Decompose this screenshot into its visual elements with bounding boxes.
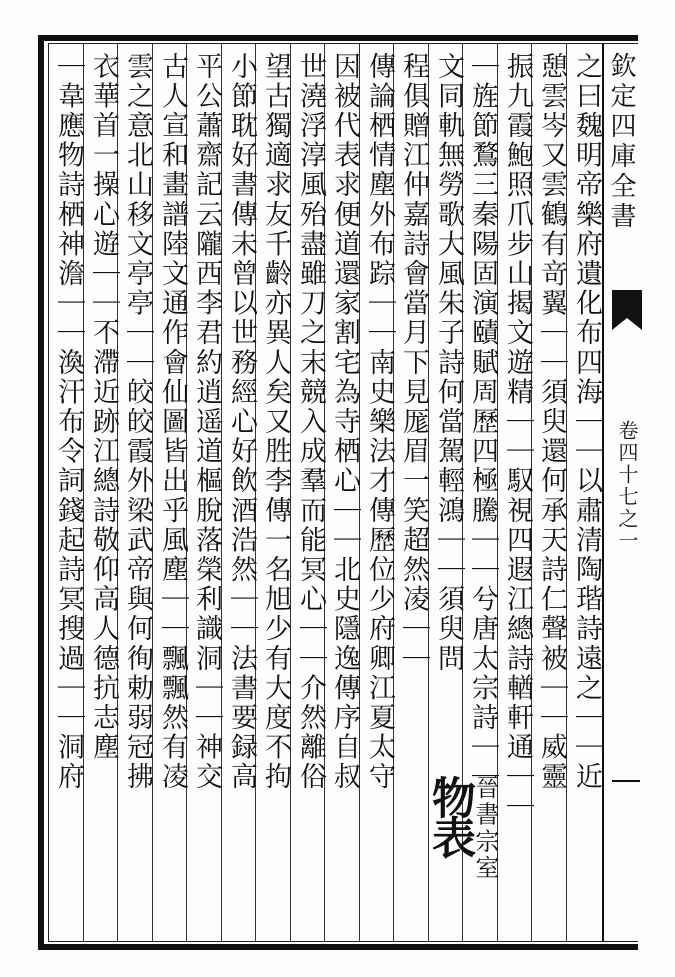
volume-label: 卷四十七之一 — [615, 420, 639, 552]
text-column-4: ｜旌節鶩三秦陽固演賾賦周歷四極騰｜｜兮唐太宗詩｜｜ — [467, 52, 498, 792]
text-column-1: 之曰魏明帝樂府遺化布四海｜｜以肅清陶瑎詩遠之｜｜近 — [571, 52, 602, 792]
text-column-8: 因被代表求便道還家割宅為寺栖心｜｜北史隱逸傳序自叔 — [329, 52, 360, 792]
text-column-10: 望古獨適求友千齡亦異人矣又胜李傳一名旭少有大度不拘 — [260, 52, 291, 792]
text-column-11: 小節耽好書傳未曾以世務經心好飲酒浩然｜｜法書要録高 — [226, 52, 257, 792]
text-column-6: 程俱贈江仲嘉詩會當月下見厖眉一笑超然凌｜｜ — [398, 52, 429, 674]
text-column-9: 世澆浮淳風殆盡雖刀之末競入成羣而能冥心｜｜介然離俗 — [295, 52, 326, 792]
text-column-5: 文同軌無勞歌大風朱子詩何當駕輕鴻｜｜須臾問 — [433, 52, 464, 674]
text-column-2: 憩雲岑又雲鶴有竒翼｜｜須臾還何承天詩仁聲被｜｜威靈 — [536, 52, 567, 792]
book-title: 欽定四庫全書 — [606, 52, 636, 232]
text-column-14: 雲之意北山移文亭亭｜｜皎皎霞外梁武帝與何徇勅弱冠拂 — [122, 52, 153, 792]
fish-tail-mark-icon — [612, 290, 642, 330]
entry-heading: 物表 — [424, 775, 475, 855]
text-column-15: 衣華首一操心遊｜｜不滯近跡江總詩敬仰高人德抗志塵 — [88, 52, 119, 763]
text-column-16: ｜韋應物詩栖神澹｜｜渙汗布令詞錢起詩冥搜過｜｜洞府 — [53, 52, 84, 792]
text-column-12: 平公蕭齋記云隴西李君約逍遥道樞脫落榮利識洞｜｜神交 — [191, 52, 222, 792]
text-column-13: 古人宣和畫譜陸文通作會仙圖皆出乎風塵｜｜飄飄然有凌 — [157, 52, 188, 792]
entry-source: 晉書宗室 — [471, 775, 499, 882]
page-mark — [612, 780, 640, 788]
text-column-7: 傳論栖情塵外布踪｜｜南史樂法才傳歷位少府卿江夏太守 — [364, 52, 395, 792]
text-column-3: 振九霞鮑照爪步山揭文遊精｜｜馭視四遐江總詩輶軒通｜｜ — [502, 52, 533, 822]
